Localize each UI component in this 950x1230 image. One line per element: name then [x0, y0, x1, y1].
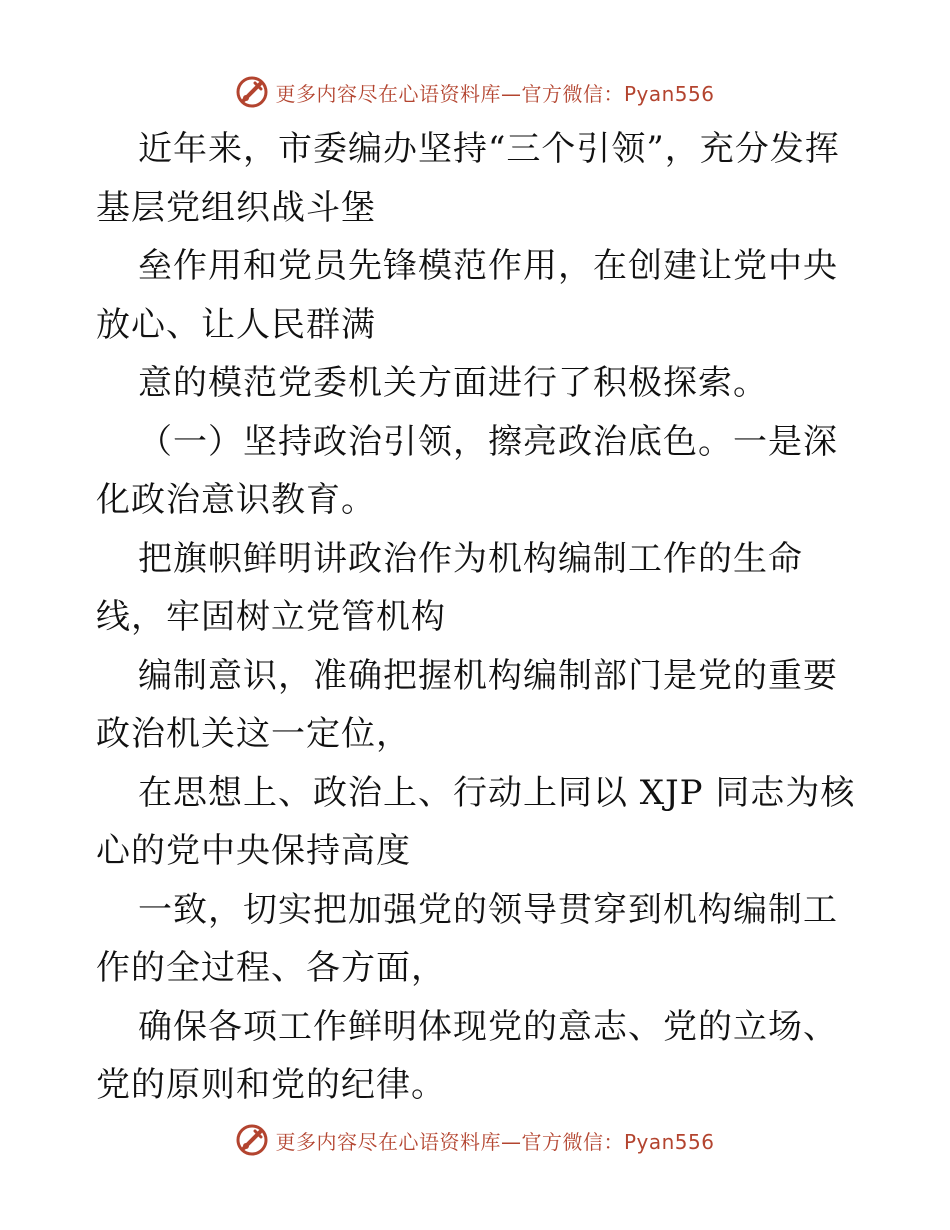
paragraph: 确保各项工作鲜明体现党的意志、党的立场、党的原则和党的纪律。	[96, 1006, 838, 1105]
paragraph: 在思想上、政治上、行动上同以 XJP 同志为核心的党中央保持高度	[96, 772, 856, 871]
footer-banner-text: 更多内容尽在心语资料库—官方微信：Pyan556	[275, 1129, 715, 1154]
paragraph: 近年来，市委编办坚持“三个引领”，充分发挥基层党组织战斗堡	[96, 129, 840, 228]
paragraph: 编制意识，准确把握机构编制部门是党的重要政治机关这一定位，	[96, 655, 838, 754]
header-banner	[0, 72, 950, 112]
paragraph: 垒作用和党员先锋模范作用，在创建让党中央放心、让人民群满	[96, 246, 838, 345]
paragraph: （一）坚持政治引领，擦亮政治底色。一是深化政治意识教育。	[96, 421, 838, 520]
header-banner-text: 更多内容尽在心语资料库—官方微信：Pyan556	[275, 81, 715, 106]
stylized-pen-seal-icon	[235, 75, 269, 109]
paragraph: 意的模范党委机关方面进行了积极探索。	[138, 363, 768, 403]
document-body	[96, 120, 856, 1115]
footer-banner	[0, 1120, 950, 1160]
paragraph: 一致，切实把加强党的领导贯穿到机构编制工作的全过程、各方面，	[96, 889, 838, 988]
stylized-pen-seal-icon	[235, 1123, 269, 1157]
paragraph: 把旗帜鲜明讲政治作为机构编制工作的生命线，牢固树立党管机构	[96, 538, 803, 637]
